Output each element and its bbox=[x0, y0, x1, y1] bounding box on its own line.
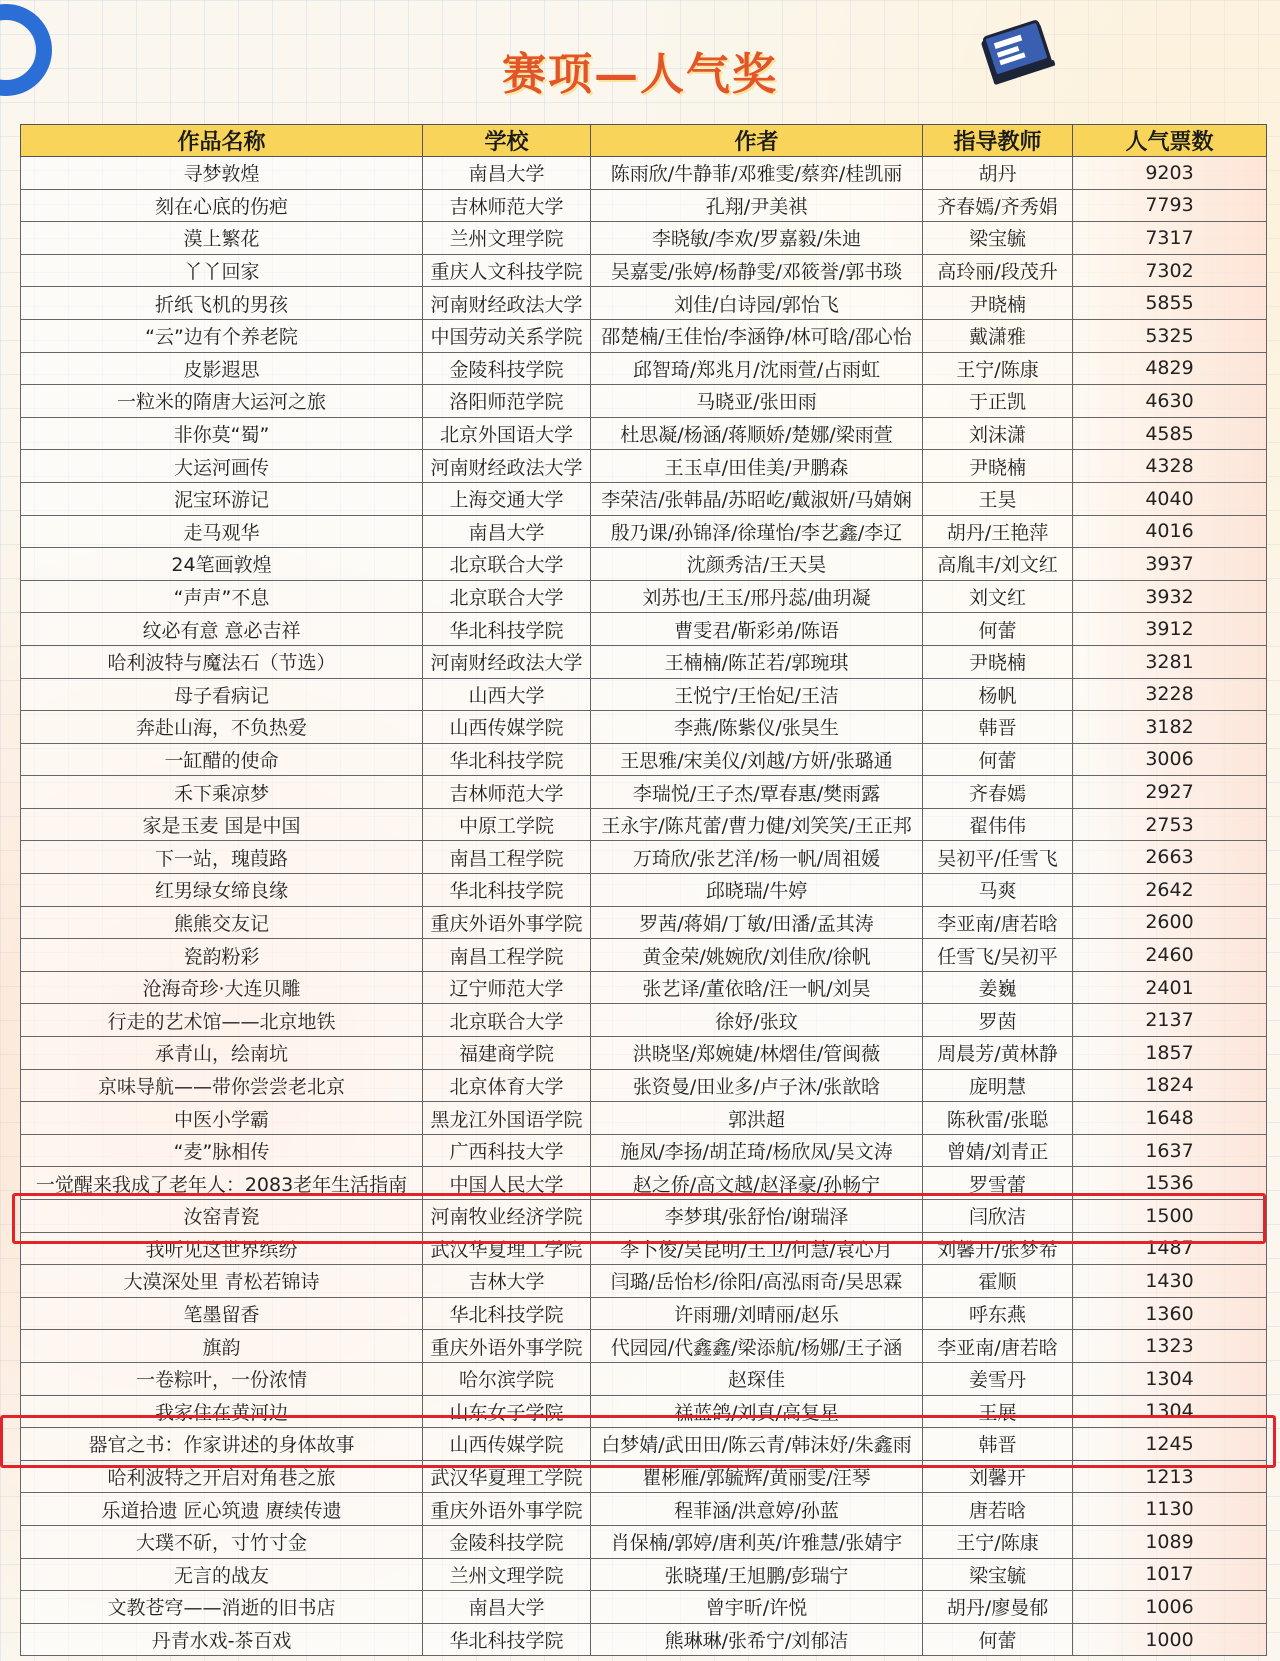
cell-school: 福建商学院 bbox=[423, 1037, 591, 1070]
cell-school: 北京体育大学 bbox=[423, 1069, 591, 1102]
cell-votes: 1487 bbox=[1073, 1232, 1267, 1265]
cell-authors: 李燕/陈紫仪/张昊生 bbox=[591, 711, 923, 744]
cell-authors: 熊琳琳/张希宁/刘郁洁 bbox=[591, 1623, 923, 1656]
cell-work-title: 走马观华 bbox=[21, 515, 423, 548]
cell-work-title: 刻在心底的伤疤 bbox=[21, 189, 423, 222]
cell-authors: 刘佳/白诗园/郭怡飞 bbox=[591, 287, 923, 320]
cell-advisor: 罗茵 bbox=[923, 1004, 1073, 1037]
cell-authors: 肖保楠/郭婷/唐利英/许雅慧/张婧宇 bbox=[591, 1525, 923, 1558]
cell-votes: 1323 bbox=[1073, 1330, 1267, 1363]
cell-school: 黑龙江外国语学院 bbox=[423, 1102, 591, 1135]
header-advisor: 指导教师 bbox=[923, 125, 1073, 157]
cell-advisor: 姜巍 bbox=[923, 971, 1073, 1004]
cell-votes: 2927 bbox=[1073, 776, 1267, 809]
cell-school: 南昌大学 bbox=[423, 157, 591, 190]
cell-votes: 1824 bbox=[1073, 1069, 1267, 1102]
cell-school: 吉林大学 bbox=[423, 1265, 591, 1298]
cell-school: 北京联合大学 bbox=[423, 1004, 591, 1037]
cell-votes: 4585 bbox=[1073, 417, 1267, 450]
cell-votes: 2642 bbox=[1073, 874, 1267, 907]
cell-votes: 3932 bbox=[1073, 580, 1267, 613]
table-row bbox=[21, 1037, 1267, 1070]
table-row bbox=[21, 1167, 1267, 1200]
cell-votes: 1648 bbox=[1073, 1102, 1267, 1135]
table-row bbox=[21, 743, 1267, 776]
cell-school: 南昌大学 bbox=[423, 1591, 591, 1624]
table-row bbox=[21, 1069, 1267, 1102]
cell-advisor: 何蕾 bbox=[923, 1623, 1073, 1656]
cell-votes: 1213 bbox=[1073, 1460, 1267, 1493]
cell-votes: 2753 bbox=[1073, 808, 1267, 841]
cell-school: 河南财经政法大学 bbox=[423, 450, 591, 483]
cell-authors: 王悦宁/王怡妃/王洁 bbox=[591, 678, 923, 711]
table-row bbox=[21, 450, 1267, 483]
cell-school: 中国人民大学 bbox=[423, 1167, 591, 1200]
cell-authors: 曹雯君/靳彩弟/陈语 bbox=[591, 613, 923, 646]
cell-votes: 3228 bbox=[1073, 678, 1267, 711]
cell-authors: 李荣洁/张韩晶/苏昭屹/戴淑妍/马婧娴 bbox=[591, 482, 923, 515]
cell-work-title: 家是玉麦 国是中国 bbox=[21, 808, 423, 841]
cell-authors: 吴嘉雯/张婷/杨静雯/邓筱誉/郭书琰 bbox=[591, 254, 923, 287]
cell-school: 重庆外语外事学院 bbox=[423, 906, 591, 939]
cell-votes: 5325 bbox=[1073, 319, 1267, 352]
cell-school: 金陵科技学院 bbox=[423, 1525, 591, 1558]
cell-advisor: 胡丹/王艳萍 bbox=[923, 515, 1073, 548]
table-row bbox=[21, 1232, 1267, 1265]
cell-work-title: 我家住在黄河边 bbox=[21, 1395, 423, 1428]
cell-school: 华北科技学院 bbox=[423, 1623, 591, 1656]
cell-advisor: 刘馨开/张梦希 bbox=[923, 1232, 1073, 1265]
cell-advisor: 唐若晗 bbox=[923, 1493, 1073, 1526]
table-row bbox=[21, 157, 1267, 190]
cell-authors: 刘苏也/王玉/邢丹蕊/曲玥凝 bbox=[591, 580, 923, 613]
cell-work-title: 泥宝环游记 bbox=[21, 482, 423, 515]
cell-authors: 邱晓瑞/牛婷 bbox=[591, 874, 923, 907]
cell-work-title: 丹青水戏-茶百戏 bbox=[21, 1623, 423, 1656]
cell-school: 北京联合大学 bbox=[423, 548, 591, 581]
cell-work-title: 哈利波特之开启对角巷之旅 bbox=[21, 1460, 423, 1493]
cell-work-title: 文教苍穹——消逝的旧书店 bbox=[21, 1591, 423, 1624]
cell-votes: 1500 bbox=[1073, 1200, 1267, 1233]
cell-advisor: 呼东燕 bbox=[923, 1297, 1073, 1330]
cell-advisor: 曾婧/刘青正 bbox=[923, 1134, 1073, 1167]
cell-advisor: 刘文红 bbox=[923, 580, 1073, 613]
cell-advisor: 闫欣洁 bbox=[923, 1200, 1073, 1233]
cell-school: 山西传媒学院 bbox=[423, 1428, 591, 1461]
table-row bbox=[21, 222, 1267, 255]
cell-advisor: 尹晓楠 bbox=[923, 287, 1073, 320]
table-row bbox=[21, 874, 1267, 907]
table-row bbox=[21, 776, 1267, 809]
cell-votes: 1006 bbox=[1073, 1591, 1267, 1624]
cell-work-title: 漠上繁花 bbox=[21, 222, 423, 255]
cell-votes: 2600 bbox=[1073, 906, 1267, 939]
table-row bbox=[21, 548, 1267, 581]
cell-authors: 郭洪超 bbox=[591, 1102, 923, 1135]
cell-school: 武汉华夏理工学院 bbox=[423, 1232, 591, 1265]
award-table-wrapper bbox=[20, 124, 1266, 1656]
cell-work-title: 下一站，瑰葭路 bbox=[21, 841, 423, 874]
header-school: 学校 bbox=[423, 125, 591, 157]
cell-authors: 孔翔/尹美祺 bbox=[591, 189, 923, 222]
cell-advisor: 尹晓楠 bbox=[923, 645, 1073, 678]
cell-school: 华北科技学院 bbox=[423, 1297, 591, 1330]
cell-votes: 3006 bbox=[1073, 743, 1267, 776]
cell-votes: 1536 bbox=[1073, 1167, 1267, 1200]
cell-authors: 施凤/李扬/胡芷琦/杨欣凤/吴文涛 bbox=[591, 1134, 923, 1167]
cell-work-title: 一卷粽叶，一份浓情 bbox=[21, 1362, 423, 1395]
cell-authors: 程菲涵/洪意婷/孙蓝 bbox=[591, 1493, 923, 1526]
table-body bbox=[21, 157, 1267, 1656]
cell-advisor: 姜雪丹 bbox=[923, 1362, 1073, 1395]
cell-authors: 闫璐/岳怡杉/徐阳/高泓雨奇/吴思霖 bbox=[591, 1265, 923, 1298]
cell-work-title: 乐道拾遗 匠心筑遗 赓续传遗 bbox=[21, 1493, 423, 1526]
cell-authors: 马晓亚/张田雨 bbox=[591, 385, 923, 418]
cell-school: 河南财经政法大学 bbox=[423, 287, 591, 320]
cell-work-title: “麦”脉相传 bbox=[21, 1134, 423, 1167]
cell-advisor: 尹晓楠 bbox=[923, 450, 1073, 483]
cell-advisor: 胡丹/廖曼郁 bbox=[923, 1591, 1073, 1624]
table-row bbox=[21, 1428, 1267, 1461]
cell-authors: 李梦琪/张舒怡/谢瑞泽 bbox=[591, 1200, 923, 1233]
cell-advisor: 戴潇雅 bbox=[923, 319, 1073, 352]
cell-work-title: 禾下乘凉梦 bbox=[21, 776, 423, 809]
table-row bbox=[21, 1297, 1267, 1330]
table-row bbox=[21, 1102, 1267, 1135]
cell-advisor: 韩晋 bbox=[923, 1428, 1073, 1461]
cell-advisor: 高胤丰/刘文红 bbox=[923, 548, 1073, 581]
cell-work-title: 我听见这世界缤纷 bbox=[21, 1232, 423, 1265]
table-row bbox=[21, 319, 1267, 352]
cell-work-title: 瓷韵粉彩 bbox=[21, 939, 423, 972]
cell-school: 兰州文理学院 bbox=[423, 222, 591, 255]
cell-authors: 王思雅/宋美仪/刘越/方妍/张璐通 bbox=[591, 743, 923, 776]
cell-votes: 2460 bbox=[1073, 939, 1267, 972]
cell-work-title: 红男绿女缔良缘 bbox=[21, 874, 423, 907]
table-row bbox=[21, 678, 1267, 711]
cell-authors: 张晓瑾/王旭鹏/彭瑞宁 bbox=[591, 1558, 923, 1591]
cell-advisor: 王宁/陈康 bbox=[923, 1525, 1073, 1558]
table-row bbox=[21, 1558, 1267, 1591]
cell-authors: 洪晓坚/郑婉婕/林熠佳/管闽薇 bbox=[591, 1037, 923, 1070]
cell-votes: 4630 bbox=[1073, 385, 1267, 418]
cell-advisor: 马爽 bbox=[923, 874, 1073, 907]
cell-authors: 白梦婧/武田田/陈云青/韩沫妤/朱鑫雨 bbox=[591, 1428, 923, 1461]
cell-advisor: 高玲丽/段茂升 bbox=[923, 254, 1073, 287]
table-row bbox=[21, 515, 1267, 548]
cell-work-title: 汝窑青瓷 bbox=[21, 1200, 423, 1233]
cell-authors: 万琦欣/张艺洋/杨一帆/周祖媛 bbox=[591, 841, 923, 874]
cell-advisor: 吴初平/任雪飞 bbox=[923, 841, 1073, 874]
cell-school: 北京联合大学 bbox=[423, 580, 591, 613]
cell-votes: 4016 bbox=[1073, 515, 1267, 548]
cell-school: 中国劳动关系学院 bbox=[423, 319, 591, 352]
cell-advisor: 罗雪蕾 bbox=[923, 1167, 1073, 1200]
cell-advisor: 王昊 bbox=[923, 482, 1073, 515]
cell-authors: 罗茜/蒋娟/丁敏/田潘/孟其涛 bbox=[591, 906, 923, 939]
cell-advisor: 刘馨开 bbox=[923, 1460, 1073, 1493]
cell-authors: 邵楚楠/王佳怡/李涵铮/林可晗/邵心怡 bbox=[591, 319, 923, 352]
table-row bbox=[21, 482, 1267, 515]
book-icon bbox=[976, 20, 1062, 86]
header-work-title: 作品名称 bbox=[21, 125, 423, 157]
cell-votes: 2663 bbox=[1073, 841, 1267, 874]
cell-advisor: 王展 bbox=[923, 1395, 1073, 1428]
cell-authors: 李瑞悦/王子杰/覃春惠/樊雨露 bbox=[591, 776, 923, 809]
table-row bbox=[21, 1330, 1267, 1363]
cell-authors: 陈雨欣/牛静菲/邓雅雯/蔡弈/桂凯丽 bbox=[591, 157, 923, 190]
table-row bbox=[21, 1623, 1267, 1656]
cell-advisor: 陈秋雷/张聪 bbox=[923, 1102, 1073, 1135]
cell-work-title: 无言的战友 bbox=[21, 1558, 423, 1591]
cell-advisor: 翟伟伟 bbox=[923, 808, 1073, 841]
cell-work-title: 一觉醒来我成了老年人：2083老年生活指南 bbox=[21, 1167, 423, 1200]
cell-advisor: 韩晋 bbox=[923, 711, 1073, 744]
cell-advisor: 杨帆 bbox=[923, 678, 1073, 711]
cell-work-title: 京味导航——带你尝尝老北京 bbox=[21, 1069, 423, 1102]
cell-work-title: 大运河画传 bbox=[21, 450, 423, 483]
cell-work-title: 旗韵 bbox=[21, 1330, 423, 1363]
cell-school: 南昌大学 bbox=[423, 515, 591, 548]
table-row bbox=[21, 254, 1267, 287]
page-title: 赛项—人气奖 bbox=[502, 49, 778, 100]
table-row bbox=[21, 1265, 1267, 1298]
award-table bbox=[20, 124, 1267, 1656]
cell-work-title: 一缸醋的使命 bbox=[21, 743, 423, 776]
table-row bbox=[21, 417, 1267, 450]
cell-authors: 邱智琦/郑兆月/沈雨萱/占雨虹 bbox=[591, 352, 923, 385]
cell-votes: 1857 bbox=[1073, 1037, 1267, 1070]
cell-authors: 殷乃课/孙锦泽/徐瑾怡/李艺鑫/李辽 bbox=[591, 515, 923, 548]
cell-work-title: 非你莫“蜀” bbox=[21, 417, 423, 450]
cell-school: 重庆外语外事学院 bbox=[423, 1330, 591, 1363]
cell-advisor: 任雪飞/吴初平 bbox=[923, 939, 1073, 972]
cell-work-title: 皮影遐思 bbox=[21, 352, 423, 385]
cell-work-title: 丫丫回家 bbox=[21, 254, 423, 287]
cell-school: 兰州文理学院 bbox=[423, 1558, 591, 1591]
table-row bbox=[21, 1493, 1267, 1526]
table-row bbox=[21, 939, 1267, 972]
cell-advisor: 周晨芳/黄林静 bbox=[923, 1037, 1073, 1070]
cell-votes: 4040 bbox=[1073, 482, 1267, 515]
cell-work-title: “声声”不息 bbox=[21, 580, 423, 613]
cell-school: 吉林师范大学 bbox=[423, 189, 591, 222]
table-row bbox=[21, 906, 1267, 939]
cell-votes: 2401 bbox=[1073, 971, 1267, 1004]
cell-advisor: 王宁/陈康 bbox=[923, 352, 1073, 385]
cell-school: 辽宁师范大学 bbox=[423, 971, 591, 1004]
cell-votes: 7317 bbox=[1073, 222, 1267, 255]
cell-advisor: 梁宝毓 bbox=[923, 1558, 1073, 1591]
table-row bbox=[21, 645, 1267, 678]
cell-votes: 9203 bbox=[1073, 157, 1267, 190]
table-row bbox=[21, 971, 1267, 1004]
cell-work-title: 奔赴山海，不负热爱 bbox=[21, 711, 423, 744]
cell-work-title: 寻梦敦煌 bbox=[21, 157, 423, 190]
cell-votes: 1245 bbox=[1073, 1428, 1267, 1461]
cell-votes: 3912 bbox=[1073, 613, 1267, 646]
cell-authors: 黄金荣/姚婉欣/刘佳欣/徐帆 bbox=[591, 939, 923, 972]
cell-authors: 沈颜秀洁/王天昊 bbox=[591, 548, 923, 581]
cell-school: 华北科技学院 bbox=[423, 613, 591, 646]
cell-school: 南昌工程学院 bbox=[423, 939, 591, 972]
table-row bbox=[21, 711, 1267, 744]
table-row bbox=[21, 1525, 1267, 1558]
cell-votes: 1430 bbox=[1073, 1265, 1267, 1298]
corner-ring-decoration bbox=[0, 4, 52, 96]
cell-authors: 赵琛佳 bbox=[591, 1362, 923, 1395]
cell-work-title: 一粒米的隋唐大运河之旅 bbox=[21, 385, 423, 418]
cell-authors: 代园园/代鑫鑫/梁添航/杨娜/王子涵 bbox=[591, 1330, 923, 1363]
cell-school: 金陵科技学院 bbox=[423, 352, 591, 385]
cell-authors: 瞿彬雁/郭毓辉/黄丽雯/汪琴 bbox=[591, 1460, 923, 1493]
table-row bbox=[21, 1362, 1267, 1395]
cell-votes: 1637 bbox=[1073, 1134, 1267, 1167]
cell-advisor: 霍顺 bbox=[923, 1265, 1073, 1298]
table-row bbox=[21, 1004, 1267, 1037]
cell-school: 山西传媒学院 bbox=[423, 711, 591, 744]
cell-authors: 杜思凝/杨涵/蒋顺娇/楚娜/梁雨萱 bbox=[591, 417, 923, 450]
table-row bbox=[21, 352, 1267, 385]
cell-votes: 2137 bbox=[1073, 1004, 1267, 1037]
cell-school: 中原工学院 bbox=[423, 808, 591, 841]
table-row bbox=[21, 808, 1267, 841]
cell-work-title: 纹必有意 意必吉祥 bbox=[21, 613, 423, 646]
header-votes: 人气票数 bbox=[1073, 125, 1267, 157]
cell-school: 华北科技学院 bbox=[423, 874, 591, 907]
cell-advisor: 庞明慧 bbox=[923, 1069, 1073, 1102]
cell-advisor: 何蕾 bbox=[923, 743, 1073, 776]
cell-advisor: 于正凯 bbox=[923, 385, 1073, 418]
cell-work-title: 中医小学霸 bbox=[21, 1102, 423, 1135]
cell-authors: 王玉卓/田佳美/尹鹏森 bbox=[591, 450, 923, 483]
cell-authors: 李卜俊/吴昆明/王卫/何慧/袁心月 bbox=[591, 1232, 923, 1265]
cell-work-title: 笔墨留香 bbox=[21, 1297, 423, 1330]
cell-votes: 3937 bbox=[1073, 548, 1267, 581]
cell-work-title: 母子看病记 bbox=[21, 678, 423, 711]
cell-advisor: 齐春嫣/齐秀娟 bbox=[923, 189, 1073, 222]
table-row bbox=[21, 613, 1267, 646]
cell-votes: 1130 bbox=[1073, 1493, 1267, 1526]
table-row bbox=[21, 385, 1267, 418]
cell-work-title: 承青山，绘南坑 bbox=[21, 1037, 423, 1070]
cell-school: 山东女子学院 bbox=[423, 1395, 591, 1428]
cell-work-title: “云”边有个养老院 bbox=[21, 319, 423, 352]
cell-authors: 张资曼/田业多/卢子沐/张歆晗 bbox=[591, 1069, 923, 1102]
cell-advisor: 何蕾 bbox=[923, 613, 1073, 646]
table-header-row bbox=[21, 125, 1267, 157]
cell-authors: 禚蓝鸽/刘真/高复星 bbox=[591, 1395, 923, 1428]
cell-authors: 李晓敏/李欢/罗嘉毅/朱迪 bbox=[591, 222, 923, 255]
cell-advisor: 刘沫潇 bbox=[923, 417, 1073, 450]
cell-votes: 4829 bbox=[1073, 352, 1267, 385]
cell-school: 南昌工程学院 bbox=[423, 841, 591, 874]
table-row bbox=[21, 189, 1267, 222]
table-row bbox=[21, 1395, 1267, 1428]
cell-school: 洛阳师范学院 bbox=[423, 385, 591, 418]
cell-authors: 许雨珊/刘晴丽/赵乐 bbox=[591, 1297, 923, 1330]
cell-votes: 5855 bbox=[1073, 287, 1267, 320]
cell-work-title: 折纸飞机的男孩 bbox=[21, 287, 423, 320]
cell-votes: 1089 bbox=[1073, 1525, 1267, 1558]
cell-authors: 赵之侨/高文越/赵泽豪/孙畅宁 bbox=[591, 1167, 923, 1200]
cell-authors: 曾宇昕/许悦 bbox=[591, 1591, 923, 1624]
table-row bbox=[21, 1460, 1267, 1493]
cell-school: 武汉华夏理工学院 bbox=[423, 1460, 591, 1493]
cell-school: 广西科技大学 bbox=[423, 1134, 591, 1167]
cell-school: 山西大学 bbox=[423, 678, 591, 711]
cell-school: 北京外国语大学 bbox=[423, 417, 591, 450]
cell-votes: 1017 bbox=[1073, 1558, 1267, 1591]
cell-advisor: 梁宝毓 bbox=[923, 222, 1073, 255]
table-row bbox=[21, 1591, 1267, 1624]
cell-authors: 徐妤/张玟 bbox=[591, 1004, 923, 1037]
cell-votes: 1304 bbox=[1073, 1362, 1267, 1395]
cell-school: 华北科技学院 bbox=[423, 743, 591, 776]
cell-votes: 7793 bbox=[1073, 189, 1267, 222]
cell-work-title: 大漠深处里 青松若锦诗 bbox=[21, 1265, 423, 1298]
cell-votes: 4328 bbox=[1073, 450, 1267, 483]
cell-advisor: 胡丹 bbox=[923, 157, 1073, 190]
cell-school: 河南财经政法大学 bbox=[423, 645, 591, 678]
table-row bbox=[21, 1200, 1267, 1233]
cell-school: 上海交通大学 bbox=[423, 482, 591, 515]
cell-votes: 3281 bbox=[1073, 645, 1267, 678]
cell-authors: 王楠楠/陈芷若/郭琬琪 bbox=[591, 645, 923, 678]
cell-advisor: 李亚南/唐若晗 bbox=[923, 1330, 1073, 1363]
cell-work-title: 24笔画敦煌 bbox=[21, 548, 423, 581]
cell-advisor: 齐春嫣 bbox=[923, 776, 1073, 809]
cell-votes: 1304 bbox=[1073, 1395, 1267, 1428]
cell-votes: 7302 bbox=[1073, 254, 1267, 287]
cell-work-title: 熊熊交友记 bbox=[21, 906, 423, 939]
cell-votes: 1360 bbox=[1073, 1297, 1267, 1330]
table-row bbox=[21, 580, 1267, 613]
cell-school: 哈尔滨学院 bbox=[423, 1362, 591, 1395]
cell-work-title: 沧海奇珍·大连贝雕 bbox=[21, 971, 423, 1004]
cell-school: 河南牧业经济学院 bbox=[423, 1200, 591, 1233]
table-row bbox=[21, 287, 1267, 320]
cell-authors: 张艺译/董依晗/汪一帆/刘昊 bbox=[591, 971, 923, 1004]
cell-school: 重庆人文科技学院 bbox=[423, 254, 591, 287]
header-authors: 作者 bbox=[591, 125, 923, 157]
cell-votes: 3182 bbox=[1073, 711, 1267, 744]
table-row bbox=[21, 1134, 1267, 1167]
cell-school: 吉林师范大学 bbox=[423, 776, 591, 809]
cell-advisor: 李亚南/唐若晗 bbox=[923, 906, 1073, 939]
cell-authors: 王永宇/陈芃蕾/曹力健/刘笑笑/王正邦 bbox=[591, 808, 923, 841]
cell-work-title: 器官之书：作家讲述的身体故事 bbox=[21, 1428, 423, 1461]
cell-work-title: 大璞不斫，寸竹寸金 bbox=[21, 1525, 423, 1558]
table-row bbox=[21, 841, 1267, 874]
cell-work-title: 哈利波特与魔法石（节选） bbox=[21, 645, 423, 678]
cell-work-title: 行走的艺术馆——北京地铁 bbox=[21, 1004, 423, 1037]
cell-votes: 1000 bbox=[1073, 1623, 1267, 1656]
cell-school: 重庆外语外事学院 bbox=[423, 1493, 591, 1526]
